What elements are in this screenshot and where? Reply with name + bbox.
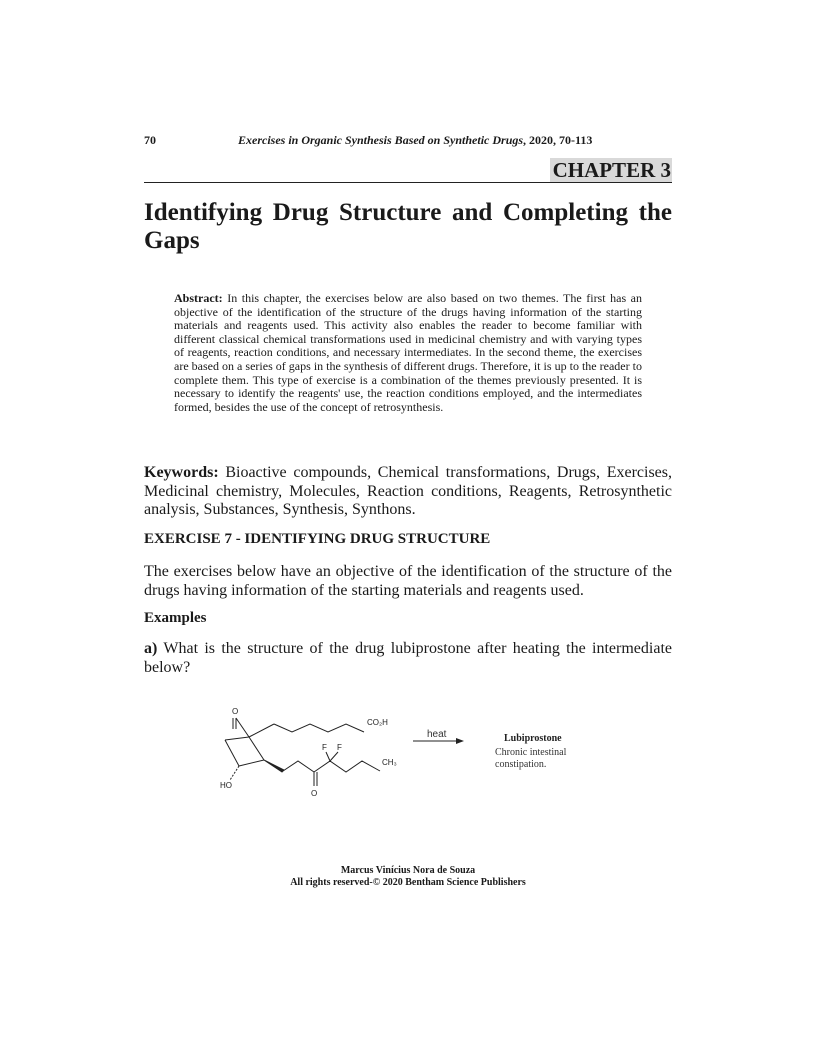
upper-chain — [274, 724, 364, 732]
arrow-label: heat — [427, 729, 447, 740]
footer-rights: All rights reserved-© 2020 Bentham Science Publishers — [290, 877, 526, 888]
keywords-label: Keywords: — [144, 464, 219, 481]
page-number: 70 — [144, 133, 156, 147]
chapter-divider — [144, 182, 672, 183]
intermediate-structure — [225, 718, 380, 786]
atom-o-lower: O — [311, 789, 318, 798]
hydroxyl-bond — [230, 766, 239, 780]
fluoro-bond — [326, 752, 330, 761]
abstract — [174, 292, 642, 414]
footer — [144, 865, 672, 889]
journal-title: Exercises in Organic Synthesis Based on Synthetic Drugs — [238, 133, 524, 147]
product-name: Lubiprostone — [504, 733, 562, 744]
question-text: What is the structure of the drug lubiprostone after heating the intermediate below? — [144, 640, 672, 676]
ring-bond — [236, 718, 249, 737]
upper-chain-bond — [249, 724, 274, 737]
reaction-scheme — [212, 700, 612, 810]
exercise-intro: The exercises below have an objective of the identification of the structure of the drugs having information of the starting materials and reagents used. — [144, 563, 672, 599]
question-label: a) — [144, 640, 158, 657]
examples-heading: Examples — [144, 610, 207, 626]
ring-bond — [249, 737, 264, 760]
difluoro-chain — [314, 761, 380, 772]
group-carboxylic-acid: CO₂H — [367, 718, 388, 727]
footer-author: Marcus Vinícius Nora de Souza — [340, 865, 476, 876]
ring-bond — [225, 737, 249, 740]
lower-chain — [283, 761, 314, 772]
product-use-line2: constipation. — [495, 759, 547, 770]
atom-fluorine-1: F — [322, 743, 327, 752]
keywords-text: Bioactive compounds, Chemical transformations, Drugs, Exercises, Medicinal chemistry, Molecules, Reaction conditions, Reagents, Retrosynthetic analysis, Substances, Synthesis, Synthons. — [144, 464, 672, 518]
running-header — [238, 133, 592, 148]
fluoro-bond — [330, 752, 338, 761]
atom-hydroxyl: HO — [220, 781, 232, 790]
atom-fluorine-2: F — [337, 743, 342, 752]
wedge-bond — [264, 760, 284, 772]
chapter-label: CHAPTER 3 — [550, 158, 672, 182]
group-methyl: CH₃ — [382, 758, 397, 767]
product-use-line1: Chronic intestinal — [495, 747, 567, 758]
exercise-heading: EXERCISE 7 - IDENTIFYING DRUG STRUCTURE — [144, 531, 491, 547]
journal-details: , 2020, 70-113 — [523, 133, 593, 147]
abstract-label: Abstract: — [174, 291, 223, 305]
atom-o-ketone: O — [232, 707, 239, 716]
abstract-text: In this chapter, the exercises below are also based on two themes. The first has an objective of the identification of the structure of the drugs having information of the starting materials and reagents used. This activity also enables the reader to become familiar with different classical chemical transformations used in medicinal chemistry and with varying types of reagents, reaction conditions, and necessary intermediates. In the second theme, the exercises are based on a series of gaps in the synthesis of different drugs. Therefore, it is up to the reader to complete them. This type of exercise is a combination of the themes previously presented. It is necessary to identify the reagents' use, the reaction conditions employed, and the intermediates formed, besides the use of the concept of retrosynthesis. — [174, 291, 642, 414]
keywords — [144, 464, 672, 520]
ring-bond — [225, 740, 239, 766]
ring-bond — [239, 760, 264, 766]
question-a — [144, 640, 672, 677]
chapter-title: Identifying Drug Structure and Completing the Gaps — [144, 199, 672, 254]
